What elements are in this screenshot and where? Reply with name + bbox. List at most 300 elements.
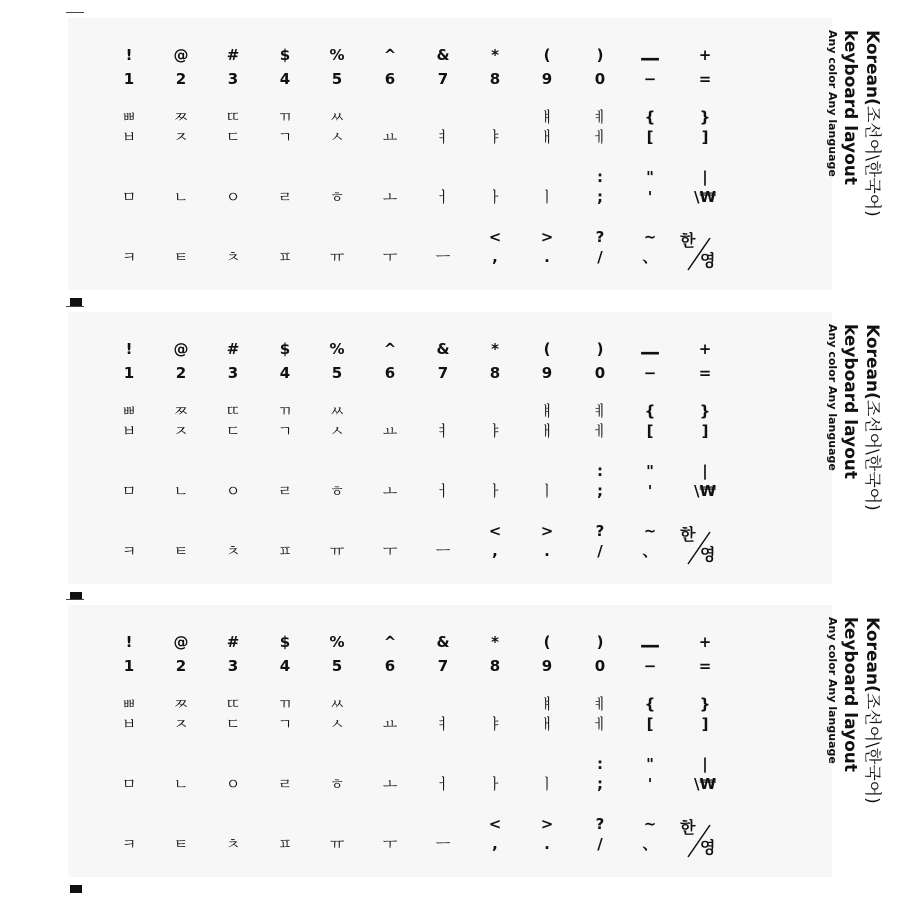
home-row-key (365, 464, 415, 520)
home-row-key (418, 170, 468, 226)
key-base-legend: 3 (227, 657, 239, 675)
key-base-legend: ㅛ (382, 422, 398, 440)
label-title-en: Korean( (862, 30, 882, 106)
number-row-key (104, 342, 154, 398)
key-base-legend: ] (701, 715, 709, 733)
key-base-legend: ㄱ (277, 715, 293, 733)
bottom-row-key (312, 230, 362, 286)
key-shift-legend: * (491, 633, 499, 651)
key-base-legend: 0 (594, 657, 606, 675)
bottom-row-key (260, 230, 310, 286)
keyboard-sticker-sheet (68, 605, 882, 877)
key-base-legend: ㅜ (382, 248, 398, 266)
key-shift-legend: @ (173, 340, 189, 358)
key-base-legend: . (544, 542, 550, 560)
number-row-key (470, 635, 520, 691)
number-row-key (575, 635, 625, 691)
key-shift-legend: * (491, 46, 499, 64)
key-shift-legend: + (698, 633, 712, 651)
key-shift-legend: ! (125, 46, 133, 64)
key-base-legend: 7 (437, 70, 449, 88)
top-row-key (312, 404, 362, 460)
key-base-legend: ㅈ (173, 128, 189, 146)
key-base-legend: 4 (279, 657, 291, 675)
key-base-legend: ㅕ (435, 422, 451, 440)
top-row-key (156, 697, 206, 753)
key-shift-legend: " (646, 755, 654, 773)
key-shift-legend: ^ (383, 633, 397, 651)
key-base-legend: ' (647, 188, 653, 206)
key-shift-legend: ㅃ (121, 695, 137, 713)
home-row-key (522, 757, 572, 813)
key-base-legend: [ (646, 422, 654, 440)
key-base-legend: ㅡ (435, 248, 451, 266)
key-shift-legend: ( (543, 633, 551, 651)
key-base-legend: ㄷ (225, 128, 241, 146)
key-shift-legend: ㅆ (329, 402, 345, 420)
yeong-legend: 영 (700, 838, 716, 857)
bottom-row-key (312, 817, 362, 873)
key-base-legend: ㅏ (487, 482, 503, 500)
number-row-key (680, 635, 730, 691)
key-shift-legend: & (436, 633, 450, 651)
key-base-legend: 2 (175, 657, 187, 675)
top-row-key (418, 697, 468, 753)
key-base-legend: ㅍ (277, 248, 293, 266)
key-base-legend: ㅊ (225, 542, 241, 560)
key-base-legend: 2 (175, 364, 187, 382)
label-title (861, 324, 883, 572)
bottom-row-key (104, 817, 154, 873)
home-row-key (522, 170, 572, 226)
key-base-legend: [ (646, 128, 654, 146)
key-base-legend: ㅂ (121, 715, 137, 733)
key-shift-legend: ㄸ (225, 695, 241, 713)
key-base-legend: 8 (489, 70, 501, 88)
yeong-legend: 영 (700, 251, 716, 270)
key-shift-legend: * (491, 340, 499, 358)
home-row-key (312, 757, 362, 813)
number-row-key (208, 635, 258, 691)
key-shift-legend: — (640, 633, 660, 657)
key-shift-legend: ~ (643, 228, 657, 246)
label-title (861, 617, 883, 865)
top-row-key (575, 697, 625, 753)
key-base-legend: \₩ (693, 775, 717, 793)
key-shift-legend: ~ (643, 815, 657, 833)
key-base-legend: 1 (123, 70, 135, 88)
key-base-legend: ㅕ (435, 128, 451, 146)
key-base-legend: , (492, 542, 498, 560)
key-base-legend: 1 (123, 657, 135, 675)
key-shift-legend: | (702, 168, 708, 186)
label-line3: Any color Any language (826, 30, 839, 177)
top-row-key (260, 697, 310, 753)
key-base-legend: ' (647, 482, 653, 500)
key-base-legend: 7 (437, 364, 449, 382)
bottom-row-key (312, 524, 362, 580)
bottom-row-key (208, 230, 258, 286)
key-base-legend: . (544, 835, 550, 853)
bottom-row-key (104, 230, 154, 286)
key-base-legend: 1 (123, 364, 135, 382)
home-row-key (680, 464, 730, 520)
top-row-key (522, 110, 572, 166)
key-shift-legend: ( (543, 46, 551, 64)
yeong-legend: 영 (700, 545, 716, 564)
key-shift-legend: ㄲ (277, 695, 293, 713)
registration-mark (70, 885, 82, 893)
key-shift-legend: ? (595, 815, 605, 833)
key-base-legend: ㅑ (487, 422, 503, 440)
key-base-legend: 5 (331, 70, 343, 88)
number-row-key (365, 342, 415, 398)
key-base-legend: 6 (384, 364, 396, 382)
key-base-legend: \₩ (693, 188, 717, 206)
home-row-key (104, 757, 154, 813)
home-row-key (156, 757, 206, 813)
key-base-legend: 7 (437, 657, 449, 675)
key-shift-legend: ㅃ (121, 108, 137, 126)
top-row-key (208, 110, 258, 166)
bottom-row-key (575, 230, 625, 286)
key-base-legend: ㅣ (539, 482, 555, 500)
home-row-key (156, 170, 206, 226)
top-row-key (470, 404, 520, 460)
key-base-legend: ㄷ (225, 422, 241, 440)
key-shift-legend: @ (173, 633, 189, 651)
home-row-key (208, 170, 258, 226)
key-base-legend: ㅇ (225, 482, 241, 500)
key-base-legend: ㅋ (121, 542, 137, 560)
home-row-key (575, 170, 625, 226)
key-base-legend: 4 (279, 364, 291, 382)
key-base-legend: ㅔ (592, 422, 608, 440)
key-shift-legend: | (702, 462, 708, 480)
top-row-key (625, 404, 675, 460)
bottom-row-key (156, 817, 206, 873)
top-row-key (470, 697, 520, 753)
key-base-legend: ㅎ (329, 482, 345, 500)
key-base-legend: ㅅ (329, 715, 345, 733)
key-base-legend: ㅂ (121, 128, 137, 146)
key-base-legend: ; (597, 188, 603, 206)
home-row-key (312, 170, 362, 226)
key-shift-legend: > (540, 228, 554, 246)
number-row-key (470, 342, 520, 398)
key-shift-legend: } (699, 108, 711, 126)
han-yeong-key (676, 522, 726, 568)
key-shift-legend: ㅆ (329, 108, 345, 126)
bottom-row-key (156, 524, 206, 580)
key-base-legend: 3 (227, 364, 239, 382)
top-row-key (625, 697, 675, 753)
key-shift-legend: ) (596, 46, 604, 64)
number-row-key (312, 342, 362, 398)
top-row-key (156, 404, 206, 460)
key-base-legend: ㅜ (382, 542, 398, 560)
key-base-legend: ㄹ (277, 188, 293, 206)
top-row-key (104, 110, 154, 166)
home-row-key (575, 464, 625, 520)
key-base-legend: − (643, 657, 657, 675)
key-shift-legend: ㅖ (592, 402, 608, 420)
bottom-row-key (418, 524, 468, 580)
number-row-key (680, 48, 730, 104)
home-row-key (365, 757, 415, 813)
top-row-key (522, 404, 572, 460)
registration-mark (70, 298, 82, 306)
key-shift-legend: ㅒ (539, 695, 555, 713)
number-row-key (625, 342, 675, 398)
key-base-legend: ㅔ (592, 715, 608, 733)
key-base-legend: ㄹ (277, 482, 293, 500)
home-row-key (418, 757, 468, 813)
key-shift-legend: ㅉ (173, 108, 189, 126)
han-yeong-key (676, 228, 726, 274)
bottom-row-key (625, 524, 675, 580)
label-title-ko: 조선어\한국어) (862, 692, 882, 804)
sheet-label (773, 30, 883, 278)
key-base-legend: ㅅ (329, 128, 345, 146)
top-row-key (260, 110, 310, 166)
number-row-key (156, 635, 206, 691)
bottom-row-key (625, 817, 675, 873)
label-line3: Any color Any language (826, 617, 839, 764)
number-row-key (365, 48, 415, 104)
key-base-legend: 4 (279, 70, 291, 88)
key-base-legend: ㅡ (435, 542, 451, 560)
key-base-legend: 8 (489, 364, 501, 382)
key-base-legend: ㄴ (173, 775, 189, 793)
key-shift-legend: % (329, 46, 345, 64)
key-base-legend: ㅎ (329, 775, 345, 793)
key-base-legend: ㅊ (225, 835, 241, 853)
key-base-legend: ㅛ (382, 715, 398, 733)
key-base-legend: 6 (384, 657, 396, 675)
number-row-key (156, 342, 206, 398)
key-base-legend: ㅜ (382, 835, 398, 853)
home-row-key (260, 464, 310, 520)
key-base-legend: ㄱ (277, 128, 293, 146)
key-base-legend: ㅂ (121, 422, 137, 440)
top-row-key (312, 697, 362, 753)
key-base-legend: ㄱ (277, 422, 293, 440)
bottom-row-key (522, 524, 572, 580)
key-base-legend: 9 (541, 364, 553, 382)
key-base-legend: ㄴ (173, 482, 189, 500)
han-legend: 한 (680, 231, 696, 250)
key-base-legend: ㅈ (173, 715, 189, 733)
number-row-key (312, 635, 362, 691)
key-shift-legend: ^ (383, 340, 397, 358)
key-shift-legend: + (698, 340, 712, 358)
key-base-legend: ㅏ (487, 188, 503, 206)
key-base-legend: ㅐ (539, 422, 555, 440)
key-shift-legend: } (699, 402, 711, 420)
key-shift-legend: > (540, 815, 554, 833)
key-shift-legend: ) (596, 340, 604, 358)
top-row-key (312, 110, 362, 166)
key-shift-legend: ㄲ (277, 402, 293, 420)
key-shift-legend: " (646, 462, 654, 480)
key-shift-legend: { (644, 402, 656, 420)
key-base-legend: 、 (642, 542, 658, 560)
number-row-key (104, 48, 154, 104)
key-base-legend: 6 (384, 70, 396, 88)
number-row-key (260, 342, 310, 398)
number-row-key (208, 342, 258, 398)
key-base-legend: ㅗ (382, 482, 398, 500)
key-shift-legend: ㅉ (173, 402, 189, 420)
top-row-key (208, 404, 258, 460)
key-base-legend: 2 (175, 70, 187, 88)
home-row-key (680, 757, 730, 813)
key-base-legend: ] (701, 128, 709, 146)
key-base-legend: ㅁ (121, 188, 137, 206)
bottom-row-key (575, 817, 625, 873)
key-base-legend: ㅓ (435, 775, 451, 793)
key-base-legend: ㅌ (173, 542, 189, 560)
key-base-legend: ㅠ (329, 542, 345, 560)
label-line2: keyboard layout (840, 617, 860, 773)
number-row-key (365, 635, 415, 691)
home-row-key (260, 170, 310, 226)
key-base-legend: 0 (594, 70, 606, 88)
key-base-legend: ㅊ (225, 248, 241, 266)
key-base-legend: 、 (642, 835, 658, 853)
key-shift-legend: + (698, 46, 712, 64)
key-shift-legend: — (640, 340, 660, 364)
key-shift-legend: ㅖ (592, 108, 608, 126)
key-base-legend: = (698, 364, 712, 382)
key-shift-legend: ? (595, 228, 605, 246)
key-shift-legend: ? (595, 522, 605, 540)
key-shift-legend: ㄸ (225, 402, 241, 420)
home-row-key (625, 170, 675, 226)
key-base-legend: 5 (331, 364, 343, 382)
key-shift-legend: ~ (643, 522, 657, 540)
key-shift-legend: ㄲ (277, 108, 293, 126)
key-shift-legend: % (329, 340, 345, 358)
key-base-legend: 0 (594, 364, 606, 382)
key-base-legend: ㅣ (539, 188, 555, 206)
number-row-key (418, 48, 468, 104)
key-base-legend: ] (701, 422, 709, 440)
number-row-key (680, 342, 730, 398)
bottom-row-key (522, 230, 572, 286)
key-base-legend: 5 (331, 657, 343, 675)
label-title-en: Korean( (862, 617, 882, 693)
cut-line-tick (66, 306, 84, 307)
key-shift-legend: < (488, 228, 502, 246)
key-base-legend: , (492, 248, 498, 266)
number-row-key (522, 635, 572, 691)
key-base-legend: 9 (541, 70, 553, 88)
top-row-key (680, 697, 730, 753)
number-row-key (470, 48, 520, 104)
key-shift-legend: ㅆ (329, 695, 345, 713)
key-shift-legend: % (329, 633, 345, 651)
key-base-legend: ㄷ (225, 715, 241, 733)
home-row-key (470, 464, 520, 520)
home-row-key (625, 757, 675, 813)
key-base-legend: ㅑ (487, 715, 503, 733)
label-line2: keyboard layout (840, 324, 860, 480)
top-row-key (418, 110, 468, 166)
top-row-key (208, 697, 258, 753)
key-base-legend: − (643, 70, 657, 88)
key-shift-legend: $ (279, 340, 291, 358)
home-row-key (365, 170, 415, 226)
top-row-key (365, 110, 415, 166)
top-row-key (680, 404, 730, 460)
key-shift-legend: ㄸ (225, 108, 241, 126)
key-base-legend: ㅎ (329, 188, 345, 206)
key-base-legend: ㅈ (173, 422, 189, 440)
key-base-legend: ㄴ (173, 188, 189, 206)
key-shift-legend: : (597, 755, 603, 773)
bottom-row-key (625, 230, 675, 286)
key-base-legend: ㅌ (173, 248, 189, 266)
key-base-legend: = (698, 70, 712, 88)
key-base-legend: ㅁ (121, 482, 137, 500)
number-row-key (625, 635, 675, 691)
key-base-legend: ㅐ (539, 128, 555, 146)
key-base-legend: ㅍ (277, 835, 293, 853)
top-row-key (575, 404, 625, 460)
top-row-key (365, 404, 415, 460)
key-shift-legend: " (646, 168, 654, 186)
number-row-key (418, 342, 468, 398)
key-base-legend: ㄹ (277, 775, 293, 793)
number-row-key (208, 48, 258, 104)
cut-line-tick (66, 12, 84, 13)
bottom-row-key (470, 817, 520, 873)
bottom-row-key (365, 817, 415, 873)
home-row-key (625, 464, 675, 520)
key-shift-legend: $ (279, 46, 291, 64)
number-row-key (625, 48, 675, 104)
number-row-key (260, 635, 310, 691)
key-shift-legend: | (702, 755, 708, 773)
number-row-key (522, 48, 572, 104)
keyboard-sticker-sheet (68, 312, 882, 584)
home-row-key (104, 170, 154, 226)
label-line2: keyboard layout (840, 30, 860, 186)
home-row-key (522, 464, 572, 520)
bottom-row-key (104, 524, 154, 580)
top-row-key (625, 110, 675, 166)
bottom-row-key (260, 817, 310, 873)
top-row-key (522, 697, 572, 753)
number-row-key (104, 635, 154, 691)
home-row-key (470, 757, 520, 813)
label-title-ko: 조선어\한국어) (862, 105, 882, 217)
key-shift-legend: & (436, 46, 450, 64)
key-shift-legend: ( (543, 340, 551, 358)
key-base-legend: ㅇ (225, 188, 241, 206)
key-shift-legend: < (488, 522, 502, 540)
key-shift-legend: ㅖ (592, 695, 608, 713)
key-base-legend: ; (597, 482, 603, 500)
key-base-legend: ㅓ (435, 482, 451, 500)
home-row-key (156, 464, 206, 520)
han-legend: 한 (680, 525, 696, 544)
key-shift-legend: > (540, 522, 554, 540)
home-row-key (260, 757, 310, 813)
home-row-key (312, 464, 362, 520)
